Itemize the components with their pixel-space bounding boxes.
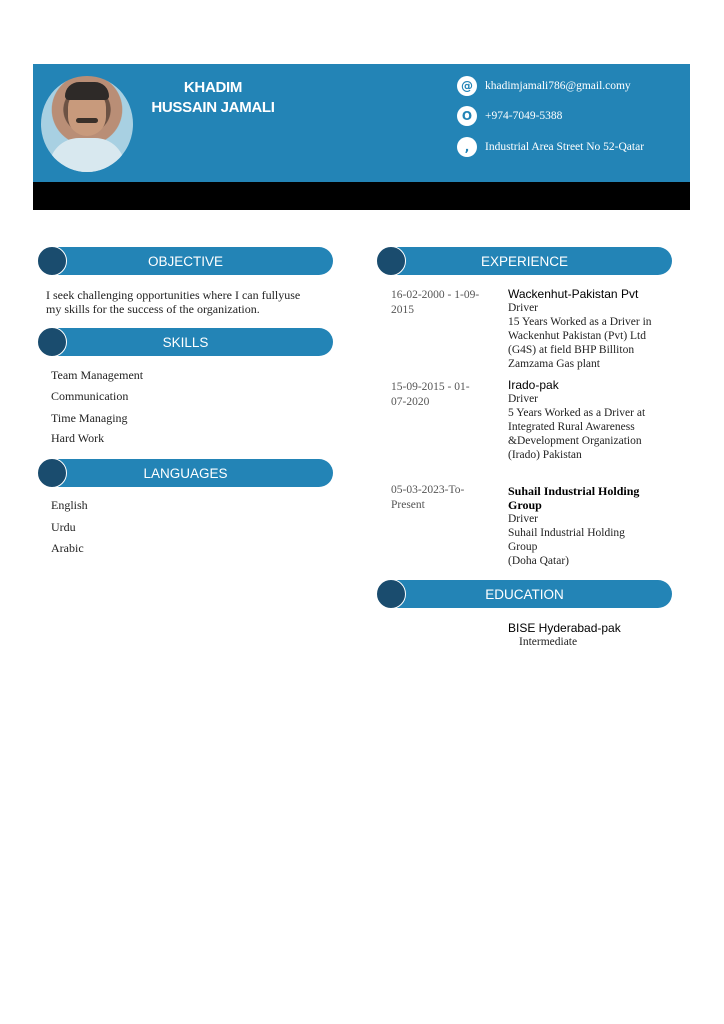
objective-heading: OBJECTIVE <box>147 253 223 269</box>
location-icon: , <box>457 137 477 157</box>
skill-item: Team Management <box>51 368 144 382</box>
language-item: English <box>51 498 88 512</box>
job-role: Driver <box>508 513 539 525</box>
contact-phone <box>457 106 562 126</box>
bullet-circle-icon <box>376 579 406 609</box>
education-heading: EDUCATION <box>485 586 564 602</box>
job-desc-line: Integrated Rural Awareness <box>508 421 635 433</box>
objective-text <box>46 288 336 316</box>
experience-entry <box>508 287 674 371</box>
date-line: 16-02-2000 - 1-09- <box>391 289 480 301</box>
job-role: Driver <box>508 393 539 405</box>
skill-item: Time Managing <box>51 411 128 425</box>
job-desc-line: 15 Years Worked as a Driver in <box>508 316 652 328</box>
job-desc-line: (G4S) at field BHP Billiton <box>508 344 635 356</box>
job-role: Driver <box>508 302 539 314</box>
date-line: 15-09-2015 - 01- <box>391 381 470 393</box>
education-heading-bar <box>377 580 672 608</box>
objective-heading-bar <box>38 247 333 275</box>
bullet-circle-icon <box>37 246 67 276</box>
job-desc-line: Wackenhut Pakistan (Pvt) Ltd <box>508 330 647 342</box>
address-text: Industrial Area Street No 52-Qatar <box>485 141 645 153</box>
name-line-1: KHADIM <box>183 79 243 96</box>
contact-address <box>457 137 644 157</box>
skills-heading: SKILLS <box>162 334 209 350</box>
company-name: Irado-pak <box>508 378 559 392</box>
date-line: 05-03-2023-To- <box>391 484 465 496</box>
language-item: Arabic <box>51 541 84 555</box>
experience-date <box>391 380 487 410</box>
email-text: khadimjamali786@gmail.comy <box>485 80 631 92</box>
experience-date <box>391 288 487 318</box>
name-line-2: HUSSAIN JAMALI <box>151 99 275 116</box>
candidate-name <box>150 78 276 118</box>
experience-heading: EXPERIENCE <box>480 253 569 269</box>
education-entry <box>508 621 674 649</box>
job-desc-line: Group <box>508 541 538 553</box>
bullet-circle-icon <box>37 327 67 357</box>
experience-entry <box>508 484 674 568</box>
job-desc-line: (Irado) Pakistan <box>508 449 582 461</box>
skill-item: Communication <box>51 389 129 403</box>
date-line: 07-2020 <box>391 396 430 408</box>
experience-date <box>391 483 487 513</box>
job-desc-line: (Doha Qatar) <box>508 555 569 567</box>
skills-heading-bar <box>38 328 333 356</box>
company-name-line: Group <box>508 498 542 512</box>
date-line: Present <box>391 499 425 511</box>
job-desc-line: Suhail Industrial Holding <box>508 527 625 539</box>
language-item: Urdu <box>51 520 76 534</box>
bullet-circle-icon <box>37 458 67 488</box>
school-name: BISE Hyderabad-pak <box>508 621 621 635</box>
experience-entry <box>508 378 674 462</box>
contact-email <box>457 76 631 96</box>
skill-item: Hard Work <box>51 431 105 445</box>
bullet-circle-icon <box>376 246 406 276</box>
objective-line-2: my skills for the success of the organization. <box>46 302 260 316</box>
education-level: Intermediate <box>519 636 578 648</box>
company-name-line: Suhail Industrial Holding <box>508 484 640 498</box>
objective-line-1: I seek challenging opportunities where I can fullyuse <box>46 288 301 302</box>
experience-heading-bar <box>377 247 672 275</box>
job-desc-line: &Development Organization <box>508 435 642 447</box>
job-desc-line: Zamzama Gas plant <box>508 358 600 370</box>
languages-heading: LANGUAGES <box>143 465 228 481</box>
company-name: Wackenhut-Pakistan Pvt <box>508 287 639 301</box>
phone-text: +974-7049-5388 <box>485 110 563 122</box>
phone-icon: O <box>457 106 477 126</box>
header-black-strip <box>33 182 690 210</box>
at-icon: @ <box>457 76 477 96</box>
job-desc-line: 5 Years Worked as a Driver at <box>508 407 646 419</box>
languages-heading-bar <box>38 459 333 487</box>
date-line: 2015 <box>391 304 414 316</box>
profile-photo <box>41 76 133 172</box>
